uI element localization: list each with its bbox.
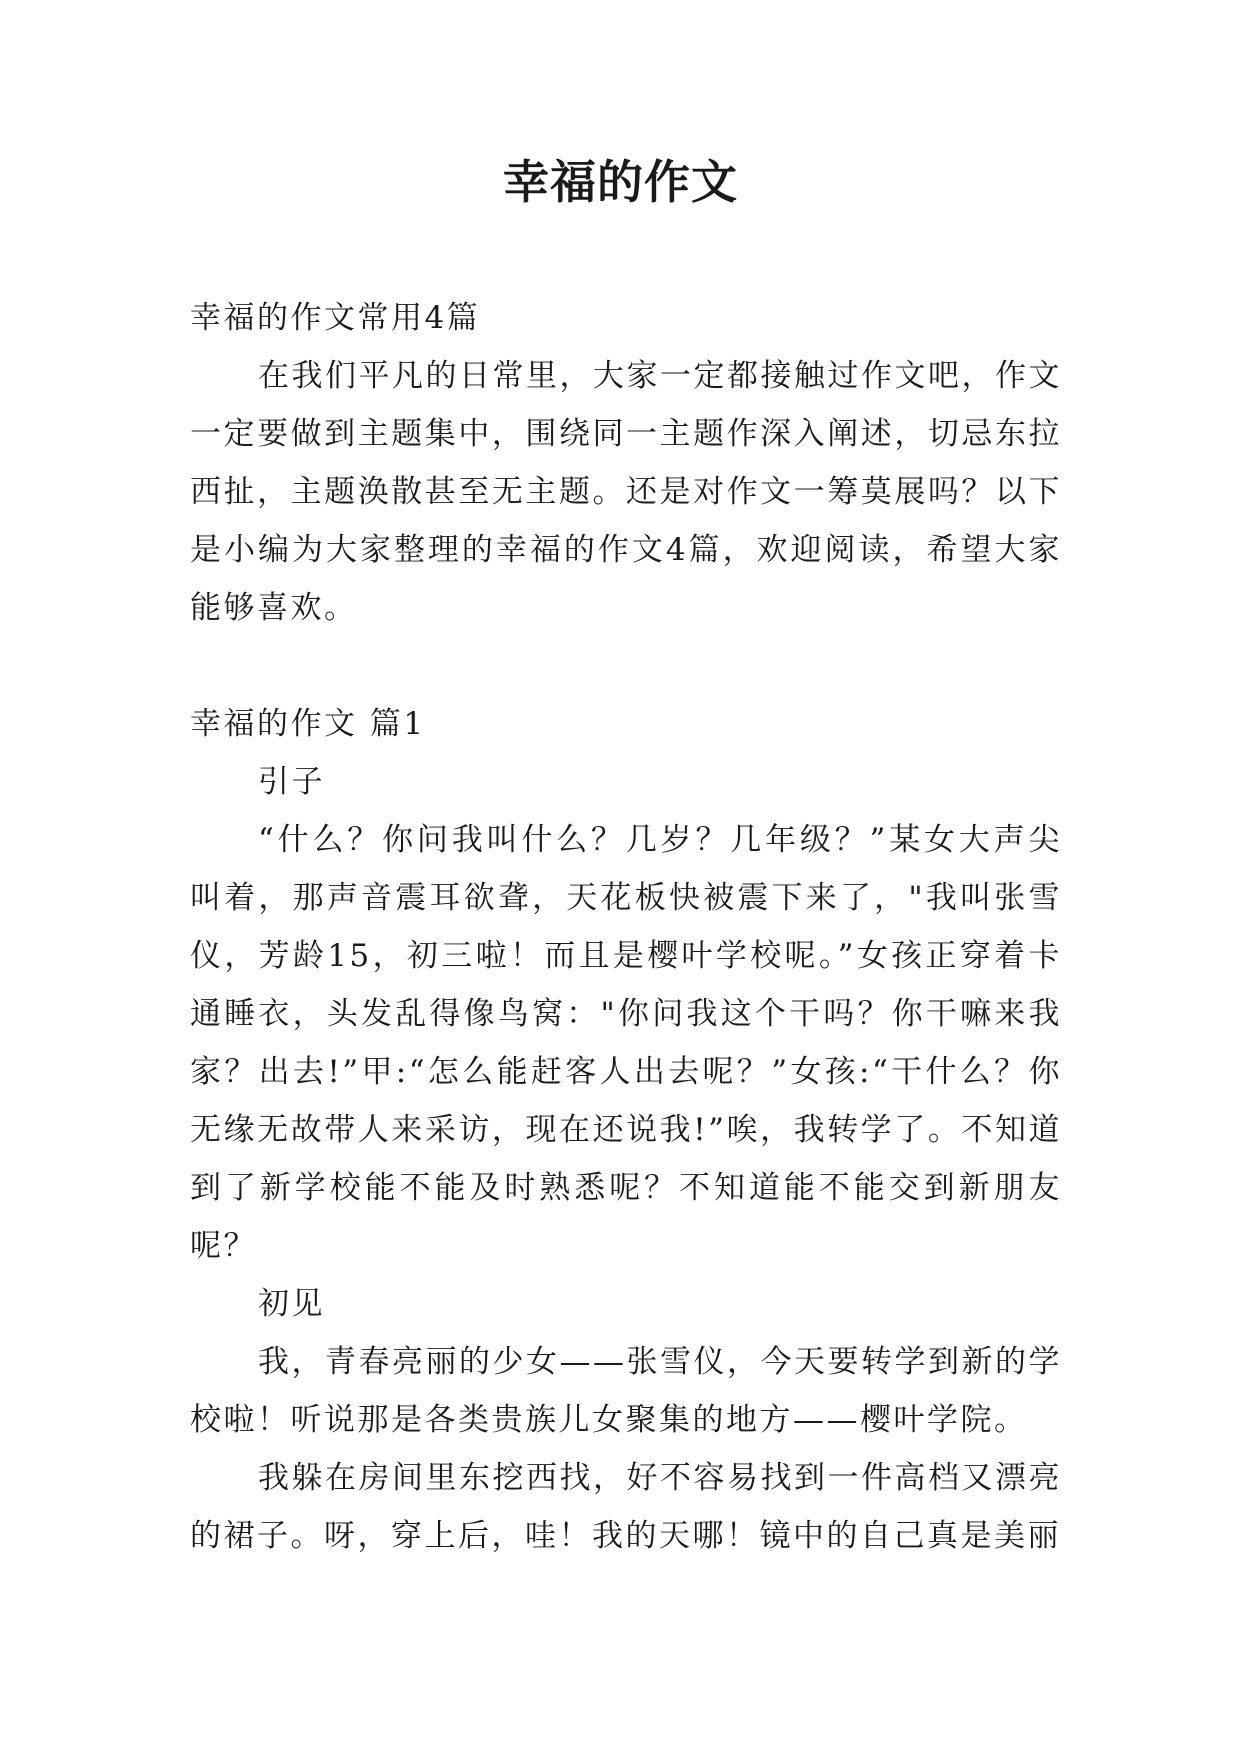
document-body — [190, 289, 1062, 1565]
subtitle: 幸福的作文常用4篇 — [190, 300, 481, 336]
part-heading-first-meeting: 初见 — [258, 1286, 325, 1322]
part-heading-prologue: 引子 — [258, 764, 325, 800]
body-paragraph: “什么？你问我叫什么？几岁？几年级？”某女大声尖叫着，那声音震耳欲聋，天花板快被震下来了，"我叫张雪仪，芳龄15，初三啦！而且是樱叶学校呢。”女孩正穿着卡通睡衣，头发乱得像鸟窝："你问我这个干吗？你干嘛来我家？出去!”甲:“怎么能赶客人出去呢？”女孩:“干什么？你无缘无故带人来采访，现在还说我!”唉，我转学了。不知道到了新学校能不能及时熟悉呢？不知道能不能交到新朋友呢？ — [190, 822, 1062, 1264]
document-title: 幸福的作文 — [503, 155, 738, 209]
intro-paragraph: 在我们平凡的日常里，大家一定都接触过作文吧，作文一定要做到主题集中，围绕同一主题作深入阐述，切忌东拉西扯，主题涣散甚至无主题。还是对作文一筹莫展吗？以下是小编为大家整理的幸福的作文4篇，欢迎阅读，希望大家能够喜欢。 — [190, 358, 1062, 626]
body-paragraph: 我躲在房间里东挖西找，好不容易找到一件高档又漂亮的裙子。呀，穿上后，哇！我的天哪！镜中的自己真是美丽 — [190, 1460, 1062, 1554]
body-paragraph: 我，青春亮丽的少女——张雪仪，今天要转学到新的学校啦！听说那是各类贵族儿女聚集的地方——樱叶学院。 — [190, 1344, 1062, 1438]
section-heading: 幸福的作文 篇1 — [190, 706, 426, 742]
